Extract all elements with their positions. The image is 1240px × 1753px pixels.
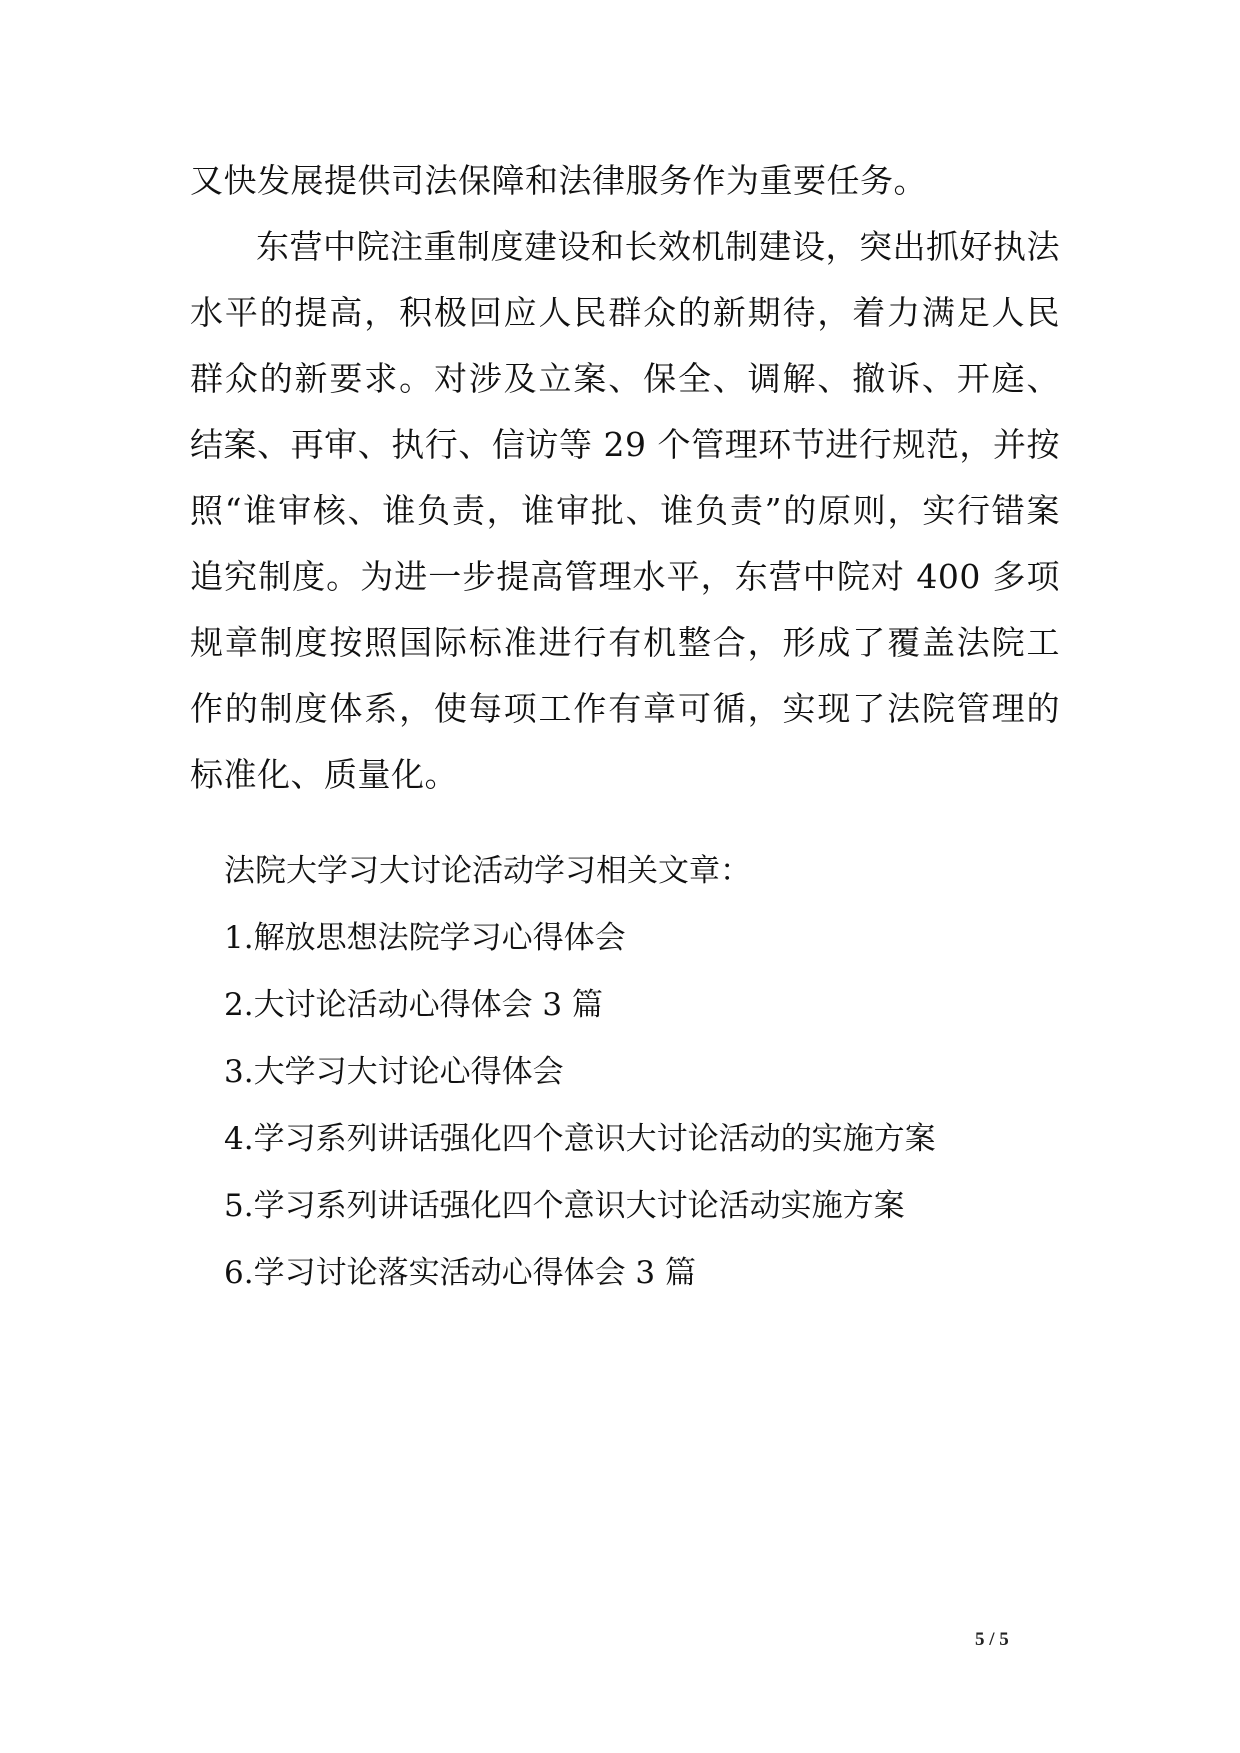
related-articles-list	[224, 905, 1060, 1307]
page-number: 5 / 5	[975, 1629, 1009, 1650]
document-body	[190, 148, 1060, 808]
related-article-item[interactable]: 1.解放思想法院学习心得体会	[224, 920, 626, 956]
related-articles-section	[224, 838, 1060, 1307]
main-paragraph: 东营中院注重制度建设和长效机制建设，突出抓好执法水平的提高，积极回应人民群众的新期待，着力满足人民群众的新要求。对涉及立案、保全、调解、撤诉、开庭、结案、再审、执行、信访等 29 个管理环节进行规范，并按照“谁审核、谁负责，谁审批、谁负责”的原则，实行错案追究制度。为进一步提高管理水平，东营中院对 400 多项规章制度按照国际标准进行有机整合，形成了覆盖法院工作的制度体系，使每项工作有章可循，实现了法院管理的标准化、质量化。	[190, 227, 1060, 794]
related-article-item[interactable]: 5.学习系列讲话强化四个意识大讨论活动实施方案	[224, 1188, 905, 1224]
related-article-item[interactable]: 2.大讨论活动心得体会 3 篇	[224, 987, 604, 1023]
related-article-item[interactable]: 4.学习系列讲话强化四个意识大讨论活动的实施方案	[224, 1121, 936, 1157]
related-article-item[interactable]: 3.大学习大讨论心得体会	[224, 1054, 564, 1090]
related-article-item[interactable]: 6.学习讨论落实活动心得体会 3 篇	[224, 1255, 697, 1291]
related-articles-title: 法院大学习大讨论活动学习相关文章：	[224, 853, 751, 889]
continuation-paragraph: 又快发展提供司法保障和法律服务作为重要任务。	[190, 161, 927, 200]
